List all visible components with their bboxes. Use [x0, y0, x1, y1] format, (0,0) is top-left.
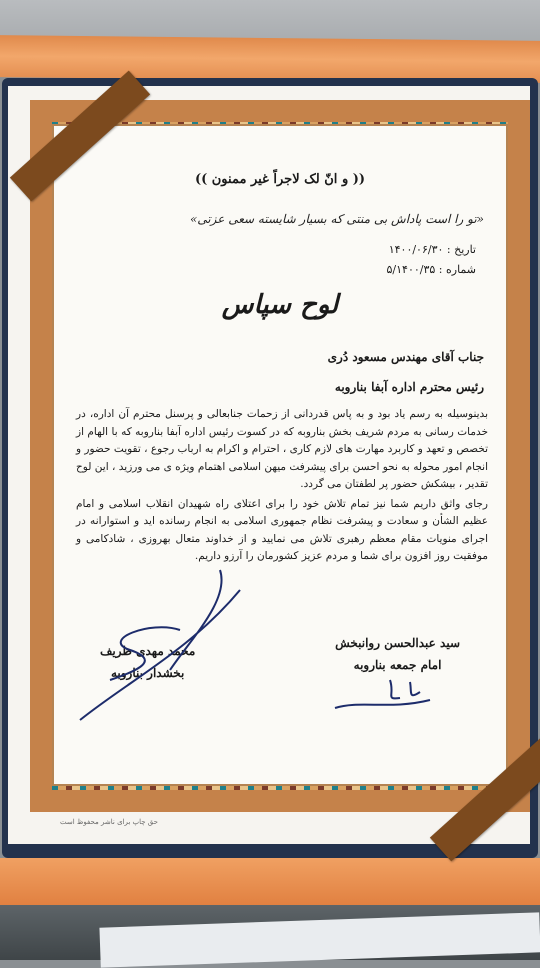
reference-number: شماره : ۵/۱۴۰۰/۳۵: [386, 263, 476, 276]
signer-name: سید عبدالحسن روانبخش: [335, 636, 460, 650]
signer-title: امام جمعه بناروبه: [353, 658, 442, 672]
recipient-name: جناب آقای مهندس مسعود دُری: [327, 350, 484, 364]
footer-note: حق چاپ برای ناشر محفوظ است: [60, 818, 158, 826]
recipient-role: رئیس محترم اداره آبفا بناروبه: [334, 380, 484, 394]
handwritten-signature-right: [330, 670, 440, 720]
signer-title: بخشدار بناروبه: [110, 666, 185, 680]
paragraph: رجای واثق داریم شما نیز تمام تلاش خود را برای اعتلای راه شهیدان انقلاب اسلامی و امام عظیم الشأن و سعادت و پیشرفت نظام جمهوری اسلامی به انجام رسانده اید و استوارانه در اجرای منویات مقام معظم رهبری تلاش می نمایید و از خداوند متعال بهروزی ، شادکامی و موفقیت روز افزون برای شما و مردم عزیز کشورمان را آرزو داریم.: [76, 497, 488, 562]
verse: «تو را است پاداش بی منتی که بسیار شایسته سعی عزتی»: [189, 212, 484, 226]
certificate-body: [76, 406, 488, 568]
orange-folder-top: [0, 35, 540, 83]
certificate-title: لوح سپاس: [221, 290, 339, 320]
motto: (( و انّ لک لاجراً غیر ممنون )): [194, 172, 366, 187]
orange-folder-bottom: [0, 858, 540, 908]
recipient: [328, 342, 484, 402]
signer-name: محمد مهدی ظریف: [100, 644, 196, 658]
paragraph: بدینوسیله به رسم یاد بود و به پاس قدردانی از زحمات جنابعالی و پرسنل محترم آن اداره، در خدمات رسانی به مردم شریف بخش بناروبه که در کسوت رئیس اداره آبفا بناروبه که با الهام از تخصص و تعهد و کاربرد مهارت های لازم کاری ، احترام و اکرام به ارباب رجوع ، تقویت حضور و انجام امور محوله به نحو احسن برای پیشرفت میهن اسلامی اهتمام ویژه ی می ورزید ، این لوح تقدیر ، بیشکش حضور پر لطفتان می گردد.: [76, 408, 488, 490]
handwritten-signature-left: [70, 560, 270, 730]
date: تاریخ : ۱۴۰۰/۰۶/۳۰: [388, 243, 476, 256]
document-meta: [387, 240, 476, 280]
